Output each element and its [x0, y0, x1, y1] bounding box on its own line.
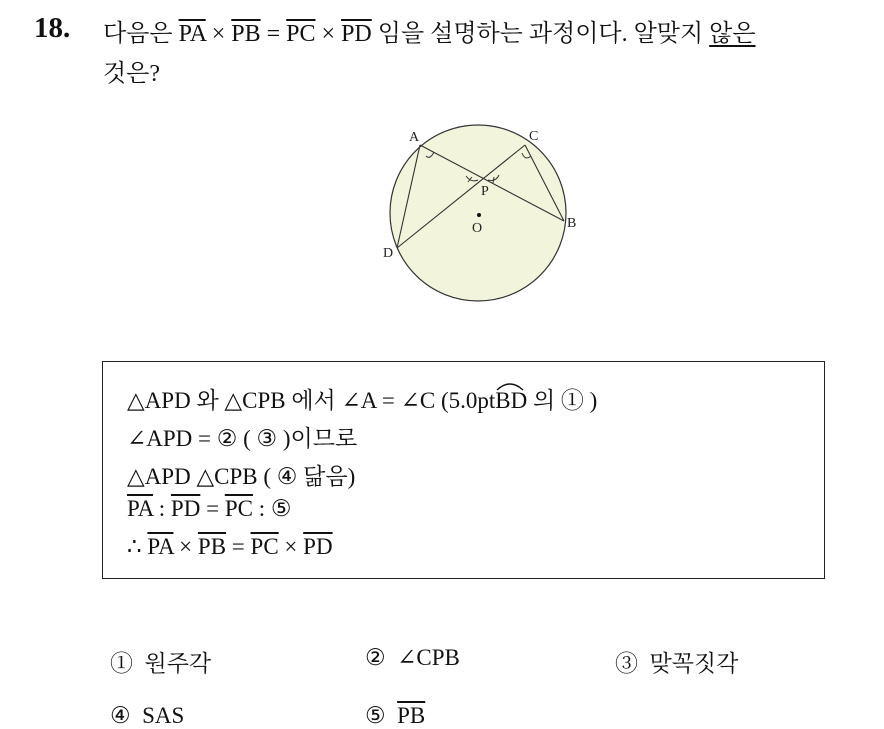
choice-2-mark: ② [365, 645, 386, 670]
proof-line-1-text: △APD 와 △CPB 에서 ∠A = ∠C (5.0pt [127, 388, 496, 413]
underlined-word: 않은 [709, 21, 756, 47]
question-intro: 다음은 [103, 21, 173, 47]
choice-1-mark: ① [110, 651, 133, 676]
label-b: B [567, 216, 577, 231]
choice-1-text: 원주각 [144, 651, 212, 676]
segment-pa: $\overline{PA}$ [127, 496, 154, 521]
arc-symbol [495, 381, 525, 391]
choice-3[interactable] [615, 645, 738, 678]
question-text [103, 14, 863, 94]
choice-5-mark: ⑤ [365, 703, 386, 728]
segment-pd: $\overline{PD}$ [303, 534, 333, 559]
choice-4-text: SAS [142, 703, 185, 728]
equals-sign: = [266, 21, 281, 47]
segment-pc: $\overline{PC}$ [286, 21, 316, 47]
arc-label: BD [495, 388, 528, 413]
choice-3-mark: ③ [615, 651, 638, 676]
ratio-colon-blank: : ⑤ [252, 496, 292, 521]
segment-pa: $\overline{PA}$ [147, 534, 174, 559]
therefore-symbol: ∴ [127, 534, 142, 559]
times-sign: × [211, 21, 226, 47]
label-d: D [383, 246, 394, 261]
proof-line-4 [127, 496, 291, 522]
choice-4[interactable] [110, 703, 184, 729]
equals-sign: = [226, 534, 251, 559]
segment-pc: $\overline{PC}$ [224, 496, 253, 521]
choice-2[interactable] [365, 645, 460, 671]
segment-pc: $\overline{PC}$ [250, 534, 279, 559]
ratio-colon: : [153, 496, 171, 521]
choice-5[interactable] [365, 703, 425, 729]
label-o: O [472, 221, 483, 236]
proof-line-3: △APD △CPB ( ④ 닮음) [127, 464, 356, 489]
segment-pd: $\overline{PD}$ [170, 496, 201, 521]
segment-pa: $\overline{PA}$ [178, 21, 206, 47]
proof-line-1 [127, 382, 597, 415]
choice-3-text: 맞꼭짓각 [649, 651, 739, 676]
times-sign: × [278, 534, 304, 559]
proof-box [102, 361, 825, 579]
choice-5-text: $\overline{PB}$ [397, 703, 426, 728]
segment-pb: $\overline{PB}$ [197, 534, 227, 559]
proof-line-5 [127, 534, 333, 560]
center-dot [477, 213, 481, 217]
question-number: 18. [34, 12, 71, 44]
label-c: C [529, 129, 539, 144]
arc-bd [495, 388, 527, 414]
label-a: A [409, 130, 420, 145]
question-end: 것은? [103, 61, 161, 87]
proof-line-2: ∠APD = ② ( ③ )이므로 [127, 426, 358, 451]
proof-line-1-end: 의 ① ) [527, 388, 598, 413]
circle [390, 125, 566, 301]
segment-pb: $\overline{PB}$ [231, 21, 261, 47]
choice-2-text: ∠CPB [397, 645, 460, 670]
times-sign: × [173, 534, 198, 559]
question-body: 임을 설명하는 과정이다. 알맞지 [377, 21, 704, 47]
circle-figure [375, 120, 595, 315]
choice-4-mark: ④ [110, 703, 131, 728]
choice-1[interactable] [110, 645, 211, 678]
times-sign: × [321, 21, 336, 47]
segment-pd: $\overline{PD}$ [341, 21, 372, 47]
label-p: P [481, 184, 489, 199]
equals-sign: = [200, 496, 225, 521]
